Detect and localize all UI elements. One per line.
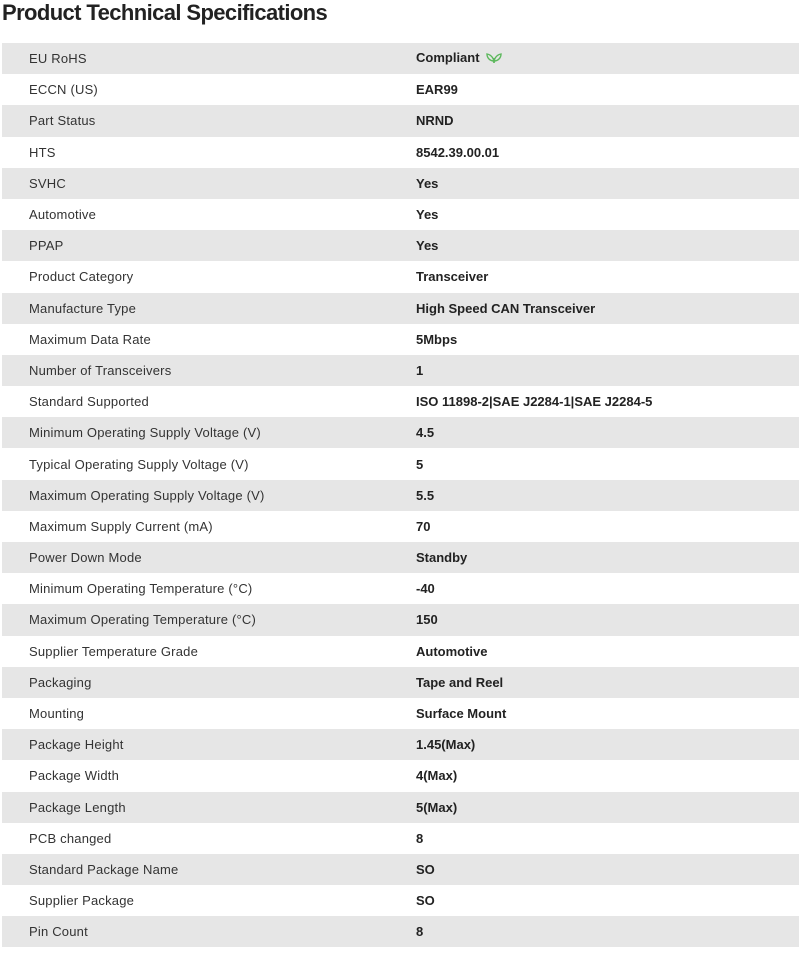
spec-label: Manufacture Type — [2, 293, 416, 324]
spec-label: Number of Transceivers — [2, 355, 416, 386]
spec-value: 5 — [416, 448, 799, 479]
table-row — [2, 261, 799, 292]
table-row — [2, 137, 799, 168]
table-row — [2, 511, 799, 542]
spec-label: Package Width — [2, 760, 416, 791]
spec-value: Transceiver — [416, 261, 799, 292]
spec-value: 70 — [416, 511, 799, 542]
spec-value: ISO 11898-2|SAE J2284-1|SAE J2284-5 — [416, 386, 799, 417]
spec-label: Maximum Operating Temperature (°C) — [2, 604, 416, 635]
spec-label: Standard Supported — [2, 386, 416, 417]
table-row — [2, 698, 799, 729]
spec-value: 8 — [416, 823, 799, 854]
spec-value: EAR99 — [416, 74, 799, 105]
spec-label: SVHC — [2, 168, 416, 199]
spec-value: 1 — [416, 355, 799, 386]
table-row — [2, 573, 799, 604]
spec-table — [2, 43, 799, 947]
spec-label: Supplier Temperature Grade — [2, 636, 416, 667]
spec-table-body — [2, 43, 799, 947]
table-row — [2, 542, 799, 573]
spec-value: NRND — [416, 105, 799, 136]
table-row — [2, 355, 799, 386]
spec-value: Yes — [416, 168, 799, 199]
spec-label: Package Length — [2, 792, 416, 823]
spec-label: EU RoHS — [2, 43, 416, 74]
spec-value: Standby — [416, 542, 799, 573]
spec-value: Tape and Reel — [416, 667, 799, 698]
spec-value: 8542.39.00.01 — [416, 137, 799, 168]
spec-label: Packaging — [2, 667, 416, 698]
spec-label: Power Down Mode — [2, 542, 416, 573]
spec-label: PPAP — [2, 230, 416, 261]
table-row — [2, 916, 799, 947]
spec-value: -40 — [416, 573, 799, 604]
table-row — [2, 604, 799, 635]
table-row — [2, 324, 799, 355]
table-row — [2, 199, 799, 230]
table-row — [2, 386, 799, 417]
table-row — [2, 823, 799, 854]
spec-label: Standard Package Name — [2, 854, 416, 885]
spec-value: Yes — [416, 199, 799, 230]
table-row — [2, 667, 799, 698]
table-row — [2, 105, 799, 136]
table-row — [2, 293, 799, 324]
spec-value: SO — [416, 854, 799, 885]
table-row — [2, 417, 799, 448]
table-row — [2, 448, 799, 479]
spec-label: Part Status — [2, 105, 416, 136]
table-row — [2, 854, 799, 885]
page-title: Product Technical Specifications — [2, 0, 328, 25]
spec-label: Package Height — [2, 729, 416, 760]
table-row — [2, 230, 799, 261]
spec-value: 4(Max) — [416, 760, 799, 791]
spec-value-text: Compliant — [416, 50, 480, 66]
table-row — [2, 760, 799, 791]
table-row — [2, 168, 799, 199]
spec-value: 5.5 — [416, 480, 799, 511]
table-row — [2, 885, 799, 916]
spec-value: Yes — [416, 230, 799, 261]
spec-label: Typical Operating Supply Voltage (V) — [2, 448, 416, 479]
spec-label: Automotive — [2, 199, 416, 230]
spec-label: Minimum Operating Temperature (°C) — [2, 573, 416, 604]
spec-value: 5(Max) — [416, 792, 799, 823]
spec-value: 5Mbps — [416, 324, 799, 355]
table-row — [2, 636, 799, 667]
spec-value: 150 — [416, 604, 799, 635]
spec-label: Minimum Operating Supply Voltage (V) — [2, 417, 416, 448]
table-row — [2, 43, 799, 74]
spec-label: Product Category — [2, 261, 416, 292]
table-row — [2, 792, 799, 823]
spec-value: Automotive — [416, 636, 799, 667]
spec-label: Supplier Package — [2, 885, 416, 916]
spec-value: 4.5 — [416, 417, 799, 448]
spec-value: 8 — [416, 916, 799, 947]
spec-label: Maximum Data Rate — [2, 324, 416, 355]
spec-value: 1.45(Max) — [416, 729, 799, 760]
table-row — [2, 729, 799, 760]
spec-label: ECCN (US) — [2, 74, 416, 105]
spec-label: Maximum Operating Supply Voltage (V) — [2, 480, 416, 511]
spec-label: Mounting — [2, 698, 416, 729]
spec-value: Surface Mount — [416, 698, 799, 729]
table-row — [2, 480, 799, 511]
spec-label: Maximum Supply Current (mA) — [2, 511, 416, 542]
leaf-icon — [486, 52, 502, 67]
spec-value — [416, 43, 799, 74]
spec-label: PCB changed — [2, 823, 416, 854]
table-row — [2, 74, 799, 105]
spec-value: SO — [416, 885, 799, 916]
spec-label: HTS — [2, 137, 416, 168]
spec-label: Pin Count — [2, 916, 416, 947]
spec-value: High Speed CAN Transceiver — [416, 293, 799, 324]
